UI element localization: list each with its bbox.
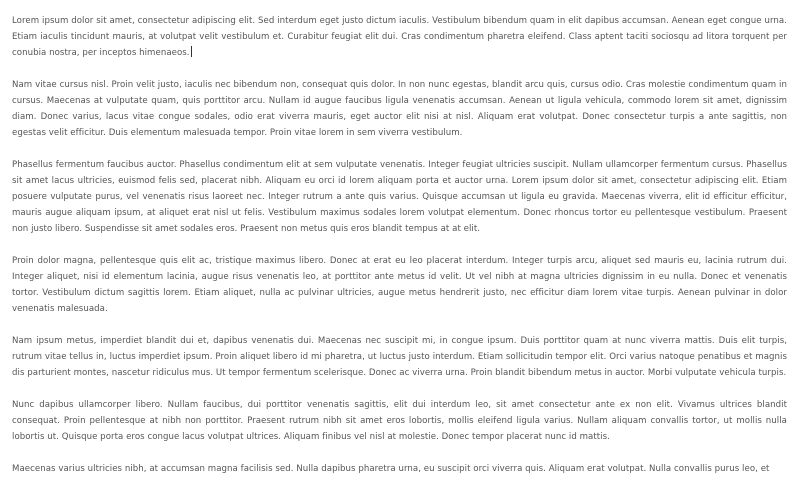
text-cursor <box>191 46 192 57</box>
paragraph-1 <box>12 13 787 61</box>
paragraph-7: Maecenas varius ultricies nibh, at accumsan magna facilisis sed. Nulla dapibus pharetra urna, eu suscipit orci viverra quis. Aliquam erat volutpat. Nulla convallis purus leo, et <box>12 464 770 474</box>
document-body[interactable] <box>12 13 787 493</box>
paragraph-6: Nunc dapibus ullamcorper libero. Nullam faucibus, dui porttitor venenatis sagittis, elit dui interdum leo, sit amet consectetur ante ex non elit. Vivamus ultrices blandit consequat. Proin pellentesque at nibh non porttitor. Praesent rutrum nibh sit amet eros lobortis, mollis eleifend ligula varius. Nullam aliquam convallis tortor, ut mollis nulla lobortis ut. Quisque porta eros congue lacus volutpat ultrices. Aliquam finibus vel nisl at molestie. Donec tempor placerat nunc id mattis. <box>12 400 787 442</box>
paragraph-5: Nam ipsum metus, imperdiet blandit dui et, dapibus venenatis dui. Maecenas nec suscipit mi, in congue ipsum. Duis porttitor quam at nunc viverra mattis. Duis elit turpis, rutrum vitae tellus in, luctus imperdiet ipsum. Proin aliquet libero id mi pharetra, ut luctus justo interdum. Etiam sollicitudin tempor elit. Orci varius natoque penatibus et magnis dis parturient montes, nascetur ridiculus mus. Ut tempor fermentum scelerisque. Donec ac viverra urna. Proin blandit bibendum metus in auctor. Morbi vulputate vehicula turpis. <box>12 336 787 378</box>
paragraph-4: Proin dolor magna, pellentesque quis elit ac, tristique maximus libero. Donec at erat eu leo placerat interdum. Integer turpis arcu, aliquet sed mauris eu, lacinia rutrum dui. Integer aliquet, nisi id elementum lacinia, augue risus venenatis leo, at porttitor ante metus id velit. Ut vel nibh at magna ultricies dignissim in eu nulla. Donec et venenatis tortor. Vestibulum dictum sagittis lorem. Etiam aliquet, nulla ac pulvinar ultricies, augue metus hendrerit justo, nec efficitur diam lorem vitae turpis. Aenean pulvinar in dolor venenatis malesuada. <box>12 256 787 314</box>
paragraph-2: Nam vitae cursus nisl. Proin velit justo, iaculis nec bibendum non, consequat quis dolor. In non nunc egestas, blandit arcu quis, cursus odio. Cras molestie condimentum quam in cursus. Maecenas at vulputate quam, quis porttitor arcu. Nullam id augue faucibus ligula venenatis accumsan. Aenean ut ligula vehicula, commodo lorem sit amet, dignissim diam. Donec varius, lacus vitae congue sodales, odio erat viverra mauris, eget auctor elit nisi at nisl. Aliquam erat volutpat. Donec consectetur turpis a ante sagittis, non egestas velit efficitur. Duis elementum malesuada tempor. Proin vitae lorem in sem viverra vestibulum. <box>12 80 787 138</box>
paragraph-3: Phasellus fermentum faucibus auctor. Phasellus condimentum elit at sem vulputate venenatis. Integer feugiat ultricies suscipit. Nullam ullamcorper fermentum cursus. Phasellus sit amet lacus ultricies, euismod felis sed, placerat nibh. Aliquam eu orci id lorem aliquam porta et auctor urna. Lorem ipsum dolor sit amet, consectetur adipiscing elit. Etiam posuere vulputate purus, vel venenatis risus laoreet nec. Integer rutrum a ante quis varius. Quisque accumsan ut ligula eu gravida. Maecenas viverra, elit id efficitur efficitur, mauris augue aliquam ipsum, at aliquet erat nisl ut felis. Vestibulum maximus sodales lorem volutpat elementum. Donec rhoncus tortor eu pellentesque vestibulum. Praesent non justo libero. Suspendisse sit amet sodales eros. Praesent non metus quis eros blandit tempus at at elit. <box>12 160 787 234</box>
paragraph-1-text: Lorem ipsum dolor sit amet, consectetur adipiscing elit. Sed interdum eget justo dictum iaculis. Vestibulum bibendum quam in elit dapibus accumsan. Aenean eget congue urna. Etiam iaculis tincidunt mauris, at volutpat velit vestibulum et. Curabitur feugiat elit dui. Cras condimentum pharetra eleifend. Class aptent taciti sociosqu ad litora torquent per conubia nostra, per inceptos himenaeos. <box>12 16 787 58</box>
